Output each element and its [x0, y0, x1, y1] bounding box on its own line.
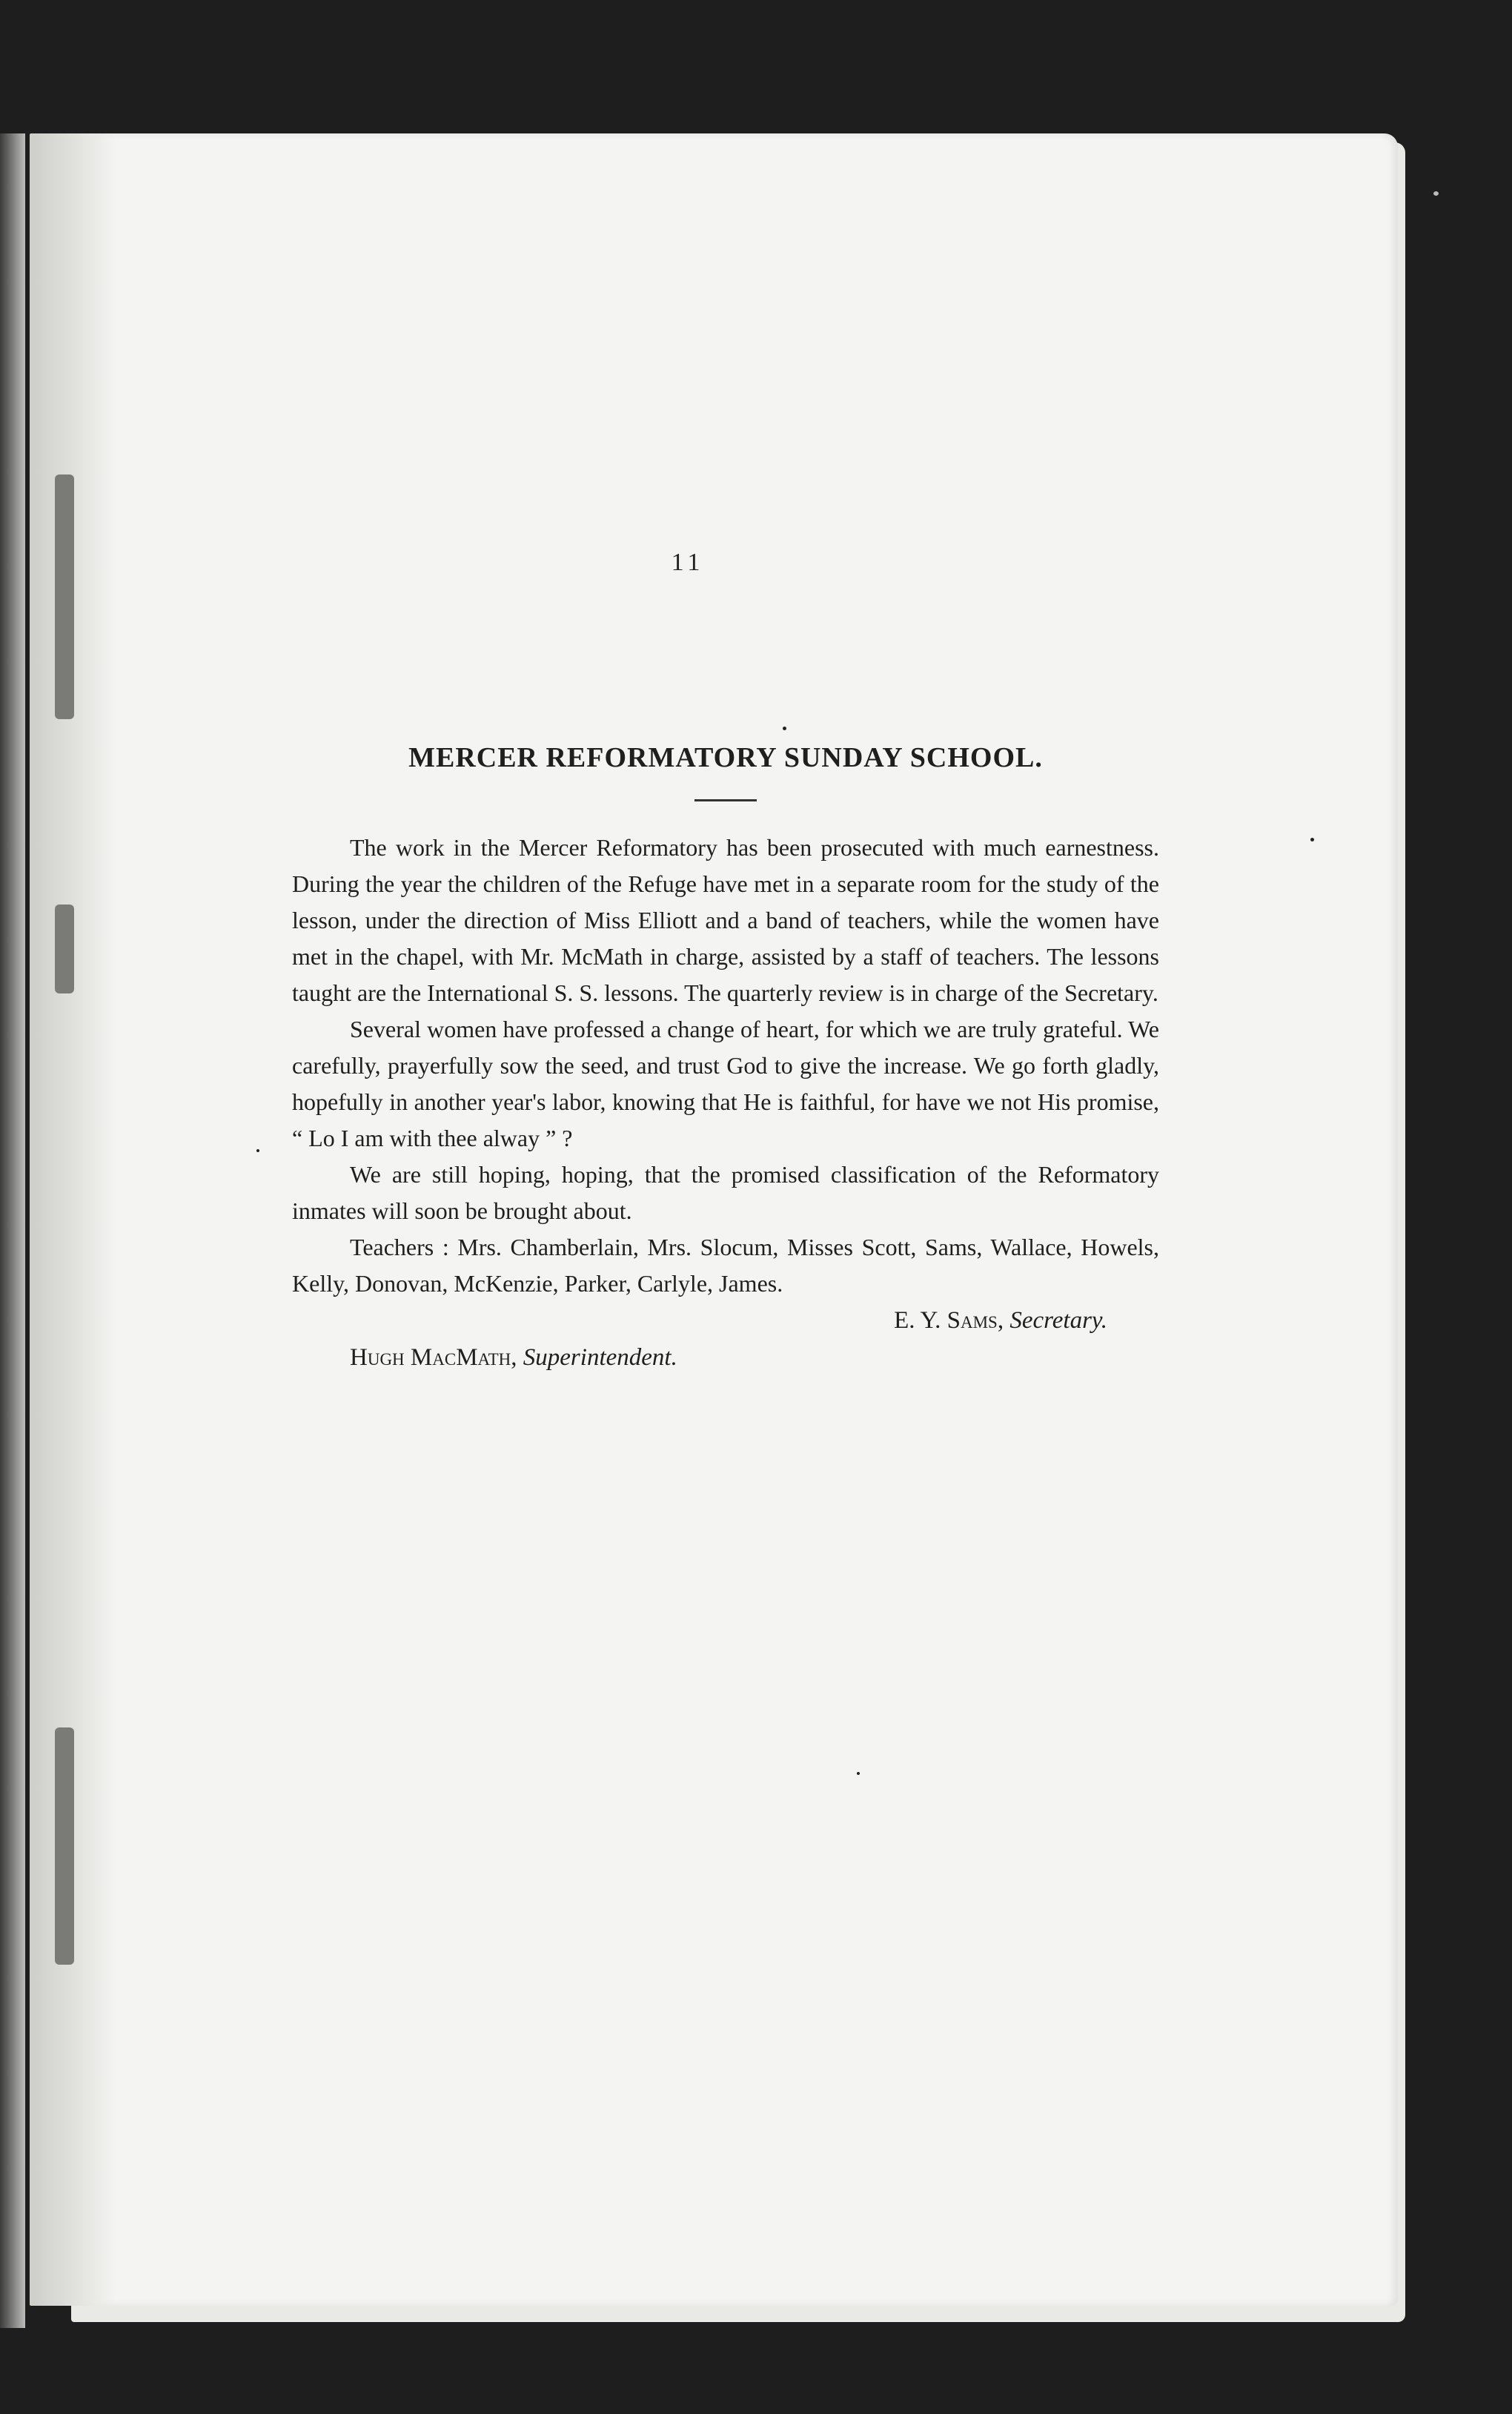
binding-shadow [34, 133, 116, 2306]
secretary-role: Secretary. [1009, 1306, 1107, 1334]
dust-speck [857, 1772, 860, 1775]
document-page [30, 133, 1398, 2306]
page-tear [55, 905, 74, 993]
page-number: 11 [671, 549, 705, 576]
book-edge [0, 133, 25, 2328]
dust-speck [1433, 191, 1439, 196]
superintendent-signature [292, 1339, 1159, 1376]
superintendent-role: Superintendent. [523, 1343, 677, 1371]
paragraph: We are still hoping, hoping, that the promised classification of the Reformatory inmates will soon be brought about. [292, 1160, 1159, 1224]
dust-speck [256, 1149, 259, 1152]
secretary-signature [292, 1302, 1159, 1339]
page-tear [55, 474, 74, 719]
article [292, 741, 1159, 1376]
teachers-list: Teachers : Mrs. Chamberlain, Mrs. Slocum, Misses Scott, Sams, Wallace, Howels, Kelly, Donovan, McKenzie, Parker, Carlyle, James. [292, 1233, 1159, 1297]
secretary-name: E. Y. Sams, [894, 1306, 1004, 1334]
title-rule [694, 799, 757, 801]
dust-speck [783, 727, 786, 730]
dust-speck [1310, 838, 1314, 841]
superintendent-name: Hugh MacMath, [350, 1343, 517, 1371]
page-tear [55, 1727, 74, 1965]
paragraph: Several women have professed a change of heart, for which we are truly grateful. We carefully, prayerfully sow the seed, and trust God to give the increase. We go forth gladly, hopefully in another year's labor, knowing that He is faithful, for have we not His promise, “ Lo I am with thee alway ” ? [292, 1015, 1159, 1151]
paragraph: The work in the Mercer Reformatory has been prosecuted with much earnestness. During the year the children of the Refuge have met in a separate room for the study of the lesson, under the direction of Miss Elliott and a band of teachers, while the women have met in the chapel, with Mr. McMath in charge, assisted by a staff of teachers. The lessons taught are the International S. S. lessons. The quarterly review is in charge of the Secretary. [292, 833, 1159, 1006]
article-title: MERCER REFORMATORY SUNDAY SCHOOL. [408, 742, 1043, 773]
